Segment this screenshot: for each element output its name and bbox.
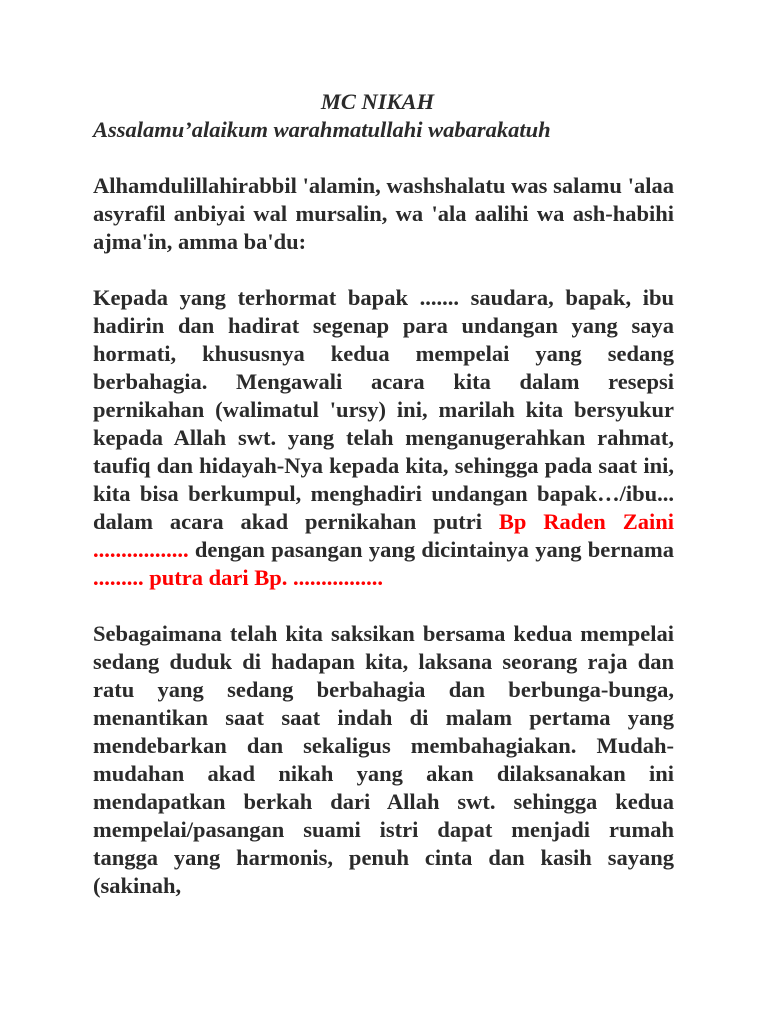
document-page <box>93 88 674 900</box>
welcome-text-a: Kepada yang terhormat bapak ....... saudara, bapak, ibu hadirin dan hadirat segenap para undangan yang saya hormati, khususnya kedua mempelai yang sedang berbahagia. Mengawali acara kita dalam resepsi pernikahan (walimatul 'ursy) ini, marilah kita bersyukur kepada Allah swt. yang telah menganugerahkan rahmat, taufiq dan hidayah-Nya kepada kita, sehingga pada saat ini, kita bisa berkumpul, menghadiri undangan bapak…/ibu... dalam acara akad pernikahan putri <box>93 285 674 534</box>
paragraph-welcome <box>93 284 674 592</box>
paragraph-spacer <box>93 592 674 620</box>
paragraph-spacer <box>93 256 674 284</box>
paragraph-opening: Alhamdulillahirabbil 'alamin, washshalatu was salamu 'alaa asyrafil anbiyai wal mursalin, wa 'ala aalihi wa ash-habihi ajma'in, amma ba'du: <box>93 173 674 254</box>
groom-name: ......... putra dari Bp. ................ <box>93 565 384 590</box>
document-title: MC NIKAH <box>320 89 435 114</box>
paragraph-spacer <box>93 144 674 172</box>
bride-father-name: Bp Raden Zaini ................. <box>93 509 675 562</box>
greeting: Assalamu’alaikum warahmatullahi wabarakatuh <box>93 117 551 142</box>
paragraph-blessing: Sebagaimana telah kita saksikan bersama kedua mempelai sedang duduk di hadapan kita, laksana seorang raja dan ratu yang sedang berbahagia dan berbunga-bunga, menantikan saat saat indah di malam pertama yang mendebarkan dan sekaligus membahagiakan. Mudah-mudahan akad nikah yang akan dilaksanakan ini mendapatkan berkah dari Allah swt. sehingga kedua mempelai/pasangan suami istri dapat menjadi rumah tangga yang harmonis, penuh cinta dan kasih sayang (sakinah, <box>93 621 674 898</box>
welcome-text-b: dengan pasangan yang dicintainya yang bernama <box>188 537 674 562</box>
